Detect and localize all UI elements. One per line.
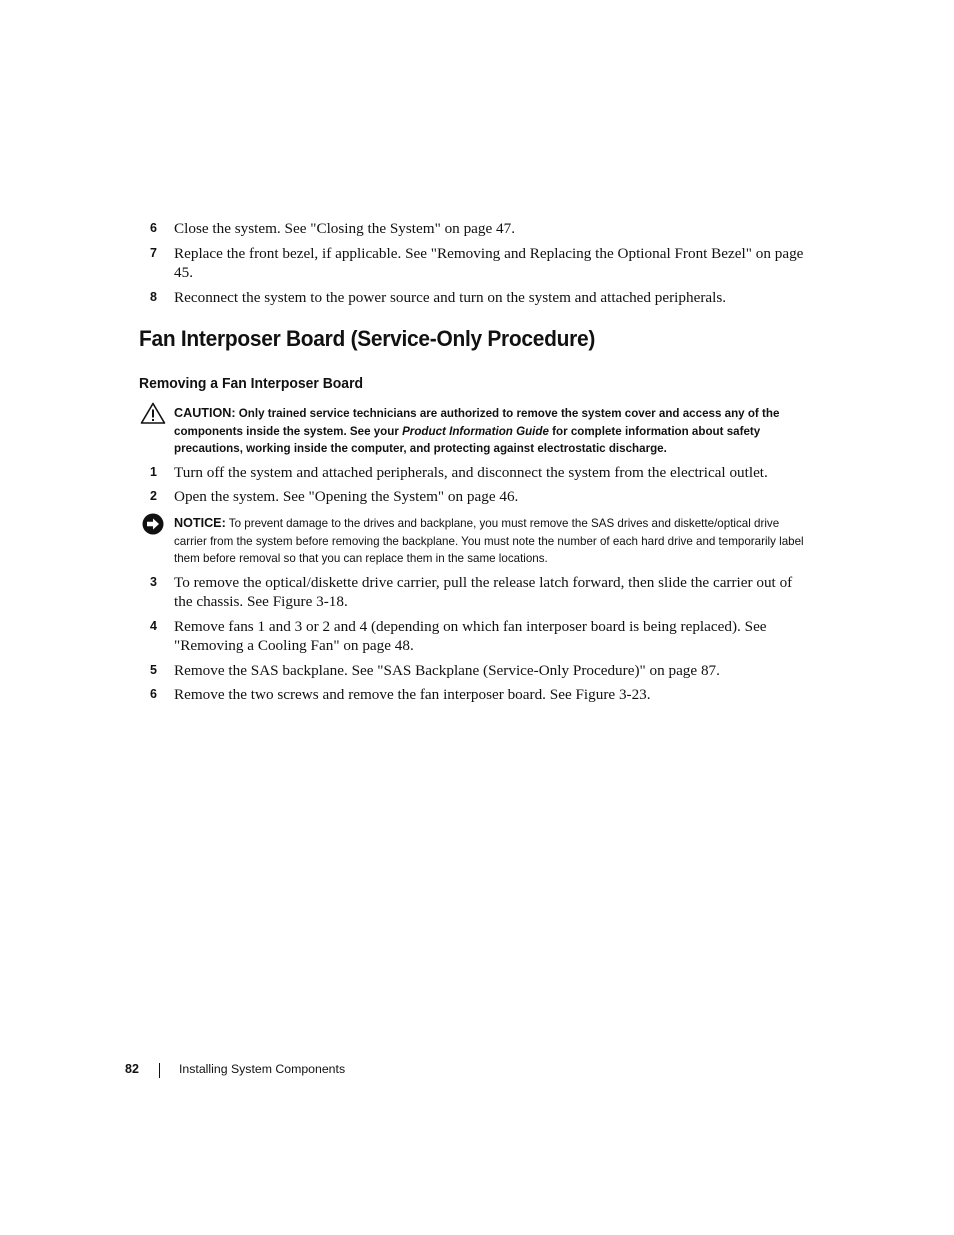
step-6-close-system	[150, 219, 812, 238]
step-number: 1	[150, 465, 157, 479]
step-text: Reconnect the system to the power source and turn on the system and attached peripherals.	[174, 289, 727, 306]
notice-label: NOTICE:	[174, 516, 226, 530]
step-1-turn-off	[150, 463, 812, 482]
caution-italic-title: Product Information Guide	[402, 424, 549, 438]
chapter-title: Installing System Components	[179, 1062, 346, 1076]
step-number: 7	[150, 246, 157, 260]
step-3-remove-drive-carrier	[150, 573, 812, 611]
step-7-replace-bezel	[150, 244, 812, 282]
step-number: 3	[150, 575, 157, 589]
step-text: Turn off the system and attached peripherals, and disconnect the system from the electrical outlet.	[174, 464, 768, 481]
step-text: Remove the two screws and remove the fan interposer board. See Figure 3-23.	[174, 686, 651, 703]
warning-triangle-icon	[140, 402, 166, 429]
step-number: 8	[150, 290, 157, 304]
step-number: 6	[150, 687, 157, 701]
caution-text-after: for complete information about safety precautions, working inside the computer, and protecting against electrostatic discharge.	[174, 424, 761, 455]
step-2-open-system	[150, 487, 812, 506]
step-text: To remove the optical/diskette drive carrier, pull the release latch forward, then slide the carrier out of the chassis. See Figure 3-18.	[174, 574, 793, 610]
step-number: 2	[150, 489, 157, 503]
step-5-remove-backplane	[150, 661, 812, 680]
step-text: Open the system. See "Opening the System" on page 46.	[174, 488, 519, 505]
step-8-reconnect	[150, 288, 812, 307]
subsection-title: Removing a Fan Interposer Board	[139, 375, 364, 392]
step-6-remove-board	[150, 685, 812, 704]
step-text: Replace the front bezel, if applicable. See "Removing and Replacing the Optional Front Bezel" on page 45.	[174, 245, 804, 281]
section-title: Fan Interposer Board (Service-Only Procedure)	[139, 326, 596, 351]
step-text: Close the system. See "Closing the System" on page 47.	[174, 220, 516, 237]
step-text: Remove fans 1 and 3 or 2 and 4 (depending on which fan interposer board is being replaced). See "Removing a Cooling Fan" on page 48.	[174, 618, 767, 654]
notice-arrow-icon	[142, 513, 164, 540]
step-number: 4	[150, 619, 157, 633]
footer-divider	[159, 1063, 160, 1078]
step-text: Remove the SAS backplane. See "SAS Backplane (Service-Only Procedure)" on page 87.	[174, 662, 720, 679]
notice-note	[174, 515, 814, 568]
caution-label: CAUTION:	[174, 406, 236, 420]
caution-note	[174, 405, 814, 458]
step-4-remove-fans	[150, 617, 812, 655]
step-number: 5	[150, 663, 157, 677]
page-number: 82	[125, 1062, 139, 1076]
notice-text: To prevent damage to the drives and backplane, you must remove the SAS drives and diskette/optical drive carrier from the system before removing the backplane. You must note the number of each hard drive and temporarily label them before removal so that you can replace them in the same locations.	[174, 517, 804, 565]
caution-text-before: Only trained service technicians are authorized to remove the system cover and access any of the components inside the system. See your	[174, 407, 780, 438]
step-number: 6	[150, 221, 157, 235]
